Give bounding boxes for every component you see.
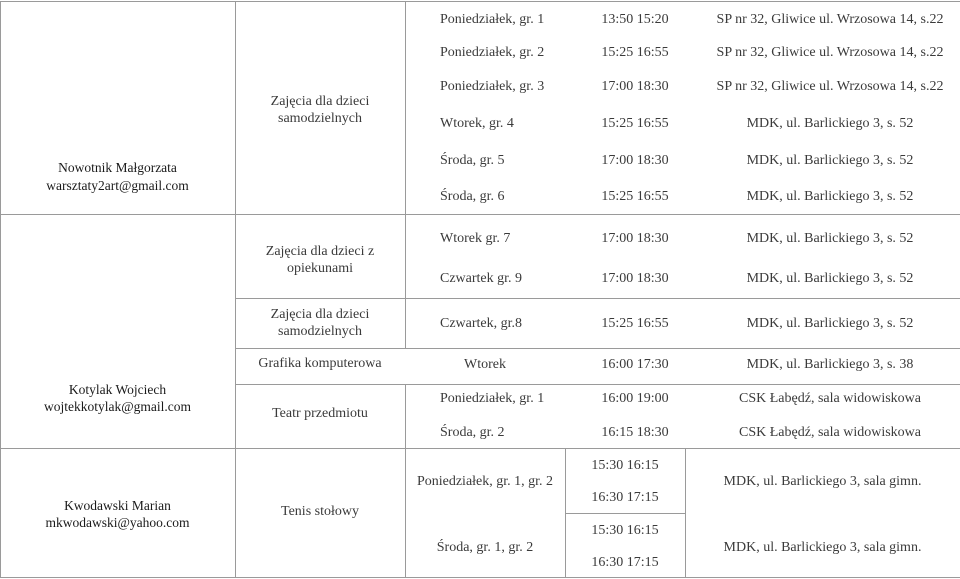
- location: MDK, ul. Barlickiego 3, s. 52: [746, 316, 914, 331]
- table-column-divider: [235, 1, 236, 578]
- teacher-name: Nowotnik Małgorzata: [58, 160, 177, 175]
- time-range: 17:00 18:30: [601, 231, 669, 246]
- table-divider: [0, 448, 960, 449]
- location: MDK, ul. Barlickiego 3, s. 38: [746, 357, 914, 372]
- table-divider: [235, 298, 960, 299]
- location: MDK, ul. Barlickiego 3, s. 52: [746, 271, 914, 286]
- table-column-divider: [685, 448, 686, 578]
- time-range: 16:00 17:30: [601, 357, 669, 372]
- table-border-left: [0, 1, 1, 578]
- group-label: Poniedziałek, gr. 2: [440, 45, 545, 60]
- location: CSK Łabędź, sala widowiskowa: [739, 391, 921, 406]
- location: MDK, ul. Barlickiego 3, s. 52: [746, 231, 914, 246]
- location: MDK, ul. Barlickiego 3, sala gimn.: [723, 540, 922, 555]
- location: MDK, ul. Barlickiego 3, s. 52: [746, 116, 914, 131]
- time-range: 16:15 18:30: [601, 425, 669, 440]
- activity-name: Grafika komputerowa: [258, 356, 382, 371]
- location: MDK, ul. Barlickiego 3, sala gimn.: [723, 474, 922, 489]
- group-label: Czwartek gr. 9: [440, 271, 523, 286]
- time-range: 13:50 15:20: [601, 12, 669, 27]
- activity-name: Tenis stołowy: [281, 504, 359, 519]
- time-range: 15:25 16:55: [601, 189, 669, 204]
- table-divider: [235, 348, 960, 349]
- group-label: Wtorek gr. 7: [440, 231, 511, 246]
- time-range: 15:30 16:15: [591, 458, 659, 473]
- table-divider: [0, 214, 960, 215]
- time-range: 17:00 18:30: [601, 79, 669, 94]
- teacher-email: mkwodawski@yahoo.com: [45, 515, 190, 530]
- location: MDK, ul. Barlickiego 3, s. 52: [746, 153, 914, 168]
- time-range: 15:30 16:15: [591, 523, 659, 538]
- activity-name: Zajęcia dla dzieci samodzielnych: [270, 307, 370, 339]
- time-range: 17:00 18:30: [601, 153, 669, 168]
- location: SP nr 32, Gliwice ul. Wrzosowa 14, s.22: [716, 12, 944, 27]
- group-label: Poniedziałek, gr. 1: [440, 12, 545, 27]
- group-label: Wtorek: [464, 357, 506, 372]
- teacher-email: warsztaty2art@gmail.com: [46, 178, 189, 193]
- activity-name: Zajęcia dla dzieci z opiekunami: [265, 244, 375, 276]
- table-border-top: [0, 1, 960, 2]
- group-label: Poniedziałek, gr. 3: [440, 79, 545, 94]
- group-label: Wtorek, gr. 4: [440, 116, 514, 131]
- activity-name: Teatr przedmiotu: [272, 406, 368, 421]
- teacher-email: wojtekkotylak@gmail.com: [43, 399, 192, 414]
- time-range: 15:25 16:55: [601, 316, 669, 331]
- group-label: Środa, gr. 5: [440, 153, 505, 168]
- table-divider: [565, 513, 685, 514]
- group-label: Środa, gr. 1, gr. 2: [436, 540, 534, 555]
- group-label: Środa, gr. 6: [440, 189, 505, 204]
- time-range: 16:30 17:15: [591, 555, 659, 570]
- group-label: Poniedziałek, gr. 1: [440, 391, 545, 406]
- location: CSK Łabędź, sala widowiskowa: [739, 425, 921, 440]
- group-label: Środa, gr. 2: [440, 425, 505, 440]
- table-border-bottom: [0, 577, 960, 578]
- time-range: 16:00 19:00: [601, 391, 669, 406]
- time-range: 15:25 16:55: [601, 116, 669, 131]
- teacher-name: Kwodawski Marian: [64, 498, 171, 513]
- group-label: Poniedziałek, gr. 1, gr. 2: [416, 474, 554, 489]
- location: SP nr 32, Gliwice ul. Wrzosowa 14, s.22: [716, 79, 944, 94]
- table-divider: [235, 384, 960, 385]
- time-range: 17:00 18:30: [601, 271, 669, 286]
- teacher-name: Kotylak Wojciech: [68, 382, 167, 397]
- group-label: Czwartek, gr.8: [440, 316, 523, 331]
- location: MDK, ul. Barlickiego 3, s. 52: [746, 189, 914, 204]
- activity-name: Zajęcia dla dzieci samodzielnych: [270, 94, 370, 126]
- time-range: 15:25 16:55: [601, 45, 669, 60]
- location: SP nr 32, Gliwice ul. Wrzosowa 14, s.22: [716, 45, 944, 60]
- table-column-divider: [405, 1, 406, 348]
- time-range: 16:30 17:15: [591, 490, 659, 505]
